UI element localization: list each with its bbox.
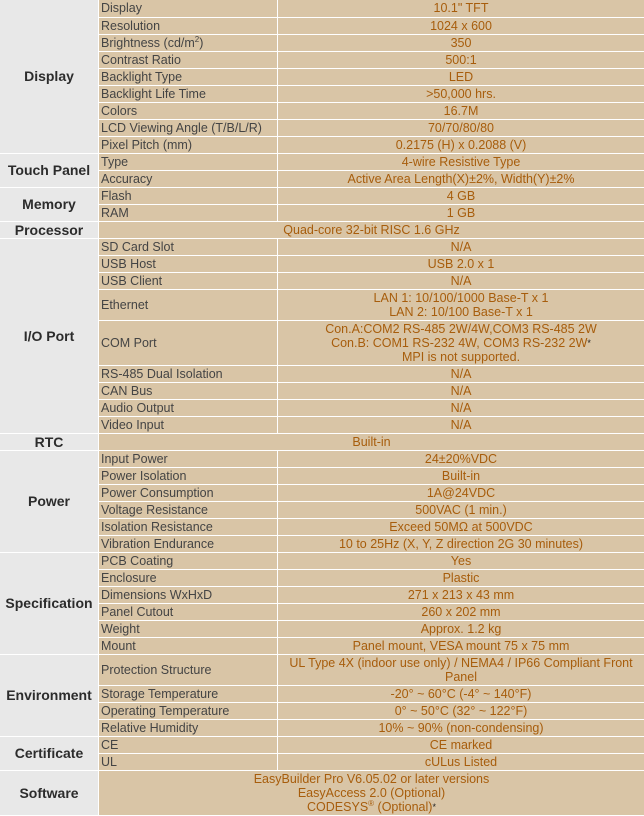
- spec-label: Panel Cutout: [99, 603, 278, 620]
- spec-label: Flash: [99, 187, 278, 204]
- spec-label: Protection Structure: [99, 654, 278, 685]
- spec-label: Ethernet: [99, 289, 278, 320]
- spec-label: Display: [99, 0, 278, 17]
- category-processor: Processor: [0, 221, 99, 238]
- label-superscript: 2: [195, 34, 199, 43]
- value-line-text: Con.A:COM2 RS-485 2W/4W,COM3 RS-485 2W: [325, 322, 597, 336]
- spec-label: Power Consumption: [99, 484, 278, 501]
- spec-value: 1 GB: [278, 204, 644, 221]
- category-rtc-row: [0, 433, 644, 450]
- category-processor-row: [0, 221, 644, 238]
- spec-label: Mount: [99, 637, 278, 654]
- spec-value: 500:1: [278, 51, 644, 68]
- label-tail: ): [199, 36, 203, 50]
- spec-label: Type: [99, 153, 278, 170]
- spec-value: 500VAC (1 min.): [278, 501, 644, 518]
- spec-value: 10.1" TFT: [278, 0, 644, 17]
- spec-label: Weight: [99, 620, 278, 637]
- spec-value: [278, 320, 644, 365]
- value-line-text: MPI is not supported.: [402, 350, 520, 364]
- registered-mark: ®: [368, 798, 374, 807]
- spec-label: RS-485 Dual Isolation: [99, 365, 278, 382]
- spec-label: COM Port: [99, 320, 278, 365]
- spec-value: Plastic: [278, 569, 644, 586]
- spec-value: Built-in: [278, 467, 644, 484]
- spec-label: Dimensions WxHxD: [99, 586, 278, 603]
- spec-value: Approx. 1.2 kg: [278, 620, 644, 637]
- category-touch-panel: Touch Panel: [0, 153, 99, 187]
- spec-value: Yes: [278, 552, 644, 569]
- value-line: EasyBuilder Pro V6.05.02 or later versions: [99, 772, 644, 786]
- spec-value: 260 x 202 mm: [278, 603, 644, 620]
- value-line: [278, 305, 644, 319]
- category-environment: Environment: [0, 654, 99, 736]
- category-memory: Memory: [0, 187, 99, 221]
- spec-value: [278, 289, 644, 320]
- spec-value: 10 to 25Hz (X, Y, Z direction 2G 30 minutes): [278, 535, 644, 552]
- value-line: CODESYS: [307, 800, 368, 814]
- spec-label: CE: [99, 736, 278, 753]
- spec-row: [0, 552, 644, 569]
- spec-label: Video Input: [99, 416, 278, 433]
- category-certificate: Certificate: [0, 736, 99, 770]
- category-specification: Specification: [0, 552, 99, 654]
- spec-value: -20° ~ 60°C (-4° ~ 140°F): [278, 685, 644, 702]
- spec-label: Backlight Type: [99, 68, 278, 85]
- spec-label: Enclosure: [99, 569, 278, 586]
- value-line-text: Con.B: COM1 RS-232 4W, COM3 RS-232 2W: [331, 336, 587, 350]
- spec-label: Isolation Resistance: [99, 518, 278, 535]
- value-line: [278, 336, 644, 350]
- spec-label: LCD Viewing Angle (T/B/L/R): [99, 119, 278, 136]
- spec-value: 4 GB: [278, 187, 644, 204]
- category-software-value: [99, 770, 644, 815]
- spec-label: Storage Temperature: [99, 685, 278, 702]
- spec-value: Exceed 50MΩ at 500VDC: [278, 518, 644, 535]
- spec-label: Input Power: [99, 450, 278, 467]
- spec-value: 4-wire Resistive Type: [278, 153, 644, 170]
- category-processor-value: Quad-core 32-bit RISC 1.6 GHz: [99, 221, 644, 238]
- value-line: [278, 670, 644, 684]
- category-rtc: RTC: [0, 433, 99, 450]
- spec-label: SD Card Slot: [99, 238, 278, 255]
- spec-label: [99, 34, 278, 51]
- value-line: [278, 322, 644, 336]
- spec-label: USB Client: [99, 272, 278, 289]
- spec-label: Relative Humidity: [99, 719, 278, 736]
- category-power: Power: [0, 450, 99, 552]
- spec-value: 271 x 213 x 43 mm: [278, 586, 644, 603]
- spec-row: [0, 450, 644, 467]
- spec-label: Backlight Life Time: [99, 85, 278, 102]
- spec-value: N/A: [278, 272, 644, 289]
- value-line-text: Panel: [445, 670, 477, 684]
- spec-label: Power Isolation: [99, 467, 278, 484]
- value-line-text: UL Type 4X (indoor use only) / NEMA4 / IP66 Compliant Front: [289, 656, 632, 670]
- spec-value: 1024 x 600: [278, 17, 644, 34]
- spec-label: Voltage Resistance: [99, 501, 278, 518]
- category-display: Display: [0, 0, 99, 153]
- spec-value: 0.2175 (H) x 0.2088 (V): [278, 136, 644, 153]
- spec-row: [0, 238, 644, 255]
- spec-value: N/A: [278, 238, 644, 255]
- value-line: [278, 291, 644, 305]
- spec-value: >50,000 hrs.: [278, 85, 644, 102]
- category-i-o-port: I/O Port: [0, 238, 99, 433]
- spec-value: 70/70/80/80: [278, 119, 644, 136]
- spec-row: [0, 187, 644, 204]
- spec-label: CAN Bus: [99, 382, 278, 399]
- spec-label: Accuracy: [99, 170, 278, 187]
- spec-value: 0° ~ 50°C (32° ~ 122°F): [278, 702, 644, 719]
- category-rtc-value: Built-in: [99, 433, 644, 450]
- spec-value: cULus Listed: [278, 753, 644, 770]
- footnote-star: *: [432, 802, 436, 812]
- spec-label: PCB Coating: [99, 552, 278, 569]
- spec-label: Operating Temperature: [99, 702, 278, 719]
- spec-value: N/A: [278, 399, 644, 416]
- value-line-text: LAN 2: 10/100 Base-T x 1: [389, 305, 533, 319]
- spec-value: LED: [278, 68, 644, 85]
- spec-row: [0, 736, 644, 753]
- spec-label: Colors: [99, 102, 278, 119]
- spec-label: Contrast Ratio: [99, 51, 278, 68]
- value-line: [278, 656, 644, 670]
- spec-label: Pixel Pitch (mm): [99, 136, 278, 153]
- spec-value: USB 2.0 x 1: [278, 255, 644, 272]
- spec-row: [0, 654, 644, 685]
- spec-value: N/A: [278, 365, 644, 382]
- spec-value: 1A@24VDC: [278, 484, 644, 501]
- spec-label: Vibration Endurance: [99, 535, 278, 552]
- spec-label: UL: [99, 753, 278, 770]
- optional-text: (Optional): [374, 800, 432, 814]
- footnote-star: *: [587, 338, 591, 348]
- codesys-line: [99, 800, 644, 814]
- spec-value: 16.7M: [278, 102, 644, 119]
- spec-row: [0, 0, 644, 17]
- spec-value: CE marked: [278, 736, 644, 753]
- spec-value: N/A: [278, 416, 644, 433]
- spec-label: RAM: [99, 204, 278, 221]
- spec-value: Active Area Length(X)±2%, Width(Y)±2%: [278, 170, 644, 187]
- spec-value: [278, 654, 644, 685]
- spec-label: USB Host: [99, 255, 278, 272]
- category-software: Software: [0, 770, 99, 815]
- spec-value: N/A: [278, 382, 644, 399]
- spec-value: 10% ~ 90% (non-condensing): [278, 719, 644, 736]
- spec-value: Panel mount, VESA mount 75 x 75 mm: [278, 637, 644, 654]
- value-line-text: LAN 1: 10/100/1000 Base-T x 1: [374, 291, 549, 305]
- category-software-row: [0, 770, 644, 815]
- spec-label: Audio Output: [99, 399, 278, 416]
- spec-label: Resolution: [99, 17, 278, 34]
- value-line: [278, 350, 644, 364]
- label-text: Brightness (cd/m: [101, 36, 195, 50]
- value-line: EasyAccess 2.0 (Optional): [99, 786, 644, 800]
- spec-row: [0, 153, 644, 170]
- spec-value: 24±20%VDC: [278, 450, 644, 467]
- spec-value: 350: [278, 34, 644, 51]
